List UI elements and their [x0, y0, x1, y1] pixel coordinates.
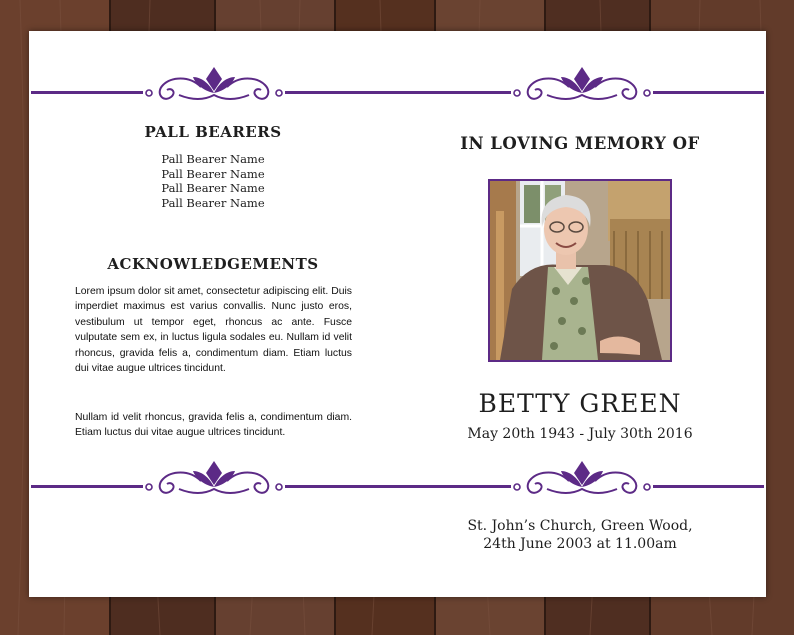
pallbearers-heading: PALL BEARERS: [144, 123, 282, 141]
service-datetime: 24th June 2003 at 11.00am: [483, 536, 677, 552]
deceased-name: BETTY GREEN: [478, 389, 682, 418]
pallbearer-list: [113, 152, 313, 210]
pallbearer-name: Pall Bearer Name: [161, 166, 265, 181]
portrait-photo: [488, 179, 672, 362]
acknowledgements-heading: ACKNOWLEDGEMENTS: [107, 255, 319, 273]
middle-divider: [31, 485, 764, 488]
flourish-ornament-icon: [143, 459, 285, 499]
pallbearer-name: Pall Bearer Name: [161, 152, 265, 166]
acknowledgements-paragraph: Nullam id velit rhoncus, gravida felis a, condimentum diam. Etiam luctus dui vitae augue ultrices tincidunt.: [75, 412, 352, 439]
flourish-ornament-icon: [143, 65, 285, 105]
life-dates: May 20th 1943 - July 30th 2016: [467, 426, 693, 442]
flourish-ornament-icon: [511, 459, 653, 499]
program-page: [29, 31, 766, 597]
top-divider: [31, 91, 764, 94]
pallbearer-name: Pall Bearer Name: [161, 181, 265, 195]
memory-heading: IN LOVING MEMORY OF: [460, 134, 700, 153]
acknowledgements-paragraph: Lorem ipsum dolor sit amet, consectetur adipiscing elit. Duis imperdiet maximus est varius convallis. Nunc justo eros, vestibulum ut tempor eget, rhoncus ac ante. Fusce vulputate sem ex, in luctus ligula sodales eu. Nullam id velit rhoncus, gravida felis a, condimentum diam. Etiam luctus dui vitae augue ultrices tincidunt.: [75, 286, 352, 375]
service-venue: St. John’s Church, Green Wood,: [467, 518, 693, 534]
pallbearer-name: Pall Bearer Name: [161, 195, 265, 210]
flourish-ornament-icon: [511, 65, 653, 105]
